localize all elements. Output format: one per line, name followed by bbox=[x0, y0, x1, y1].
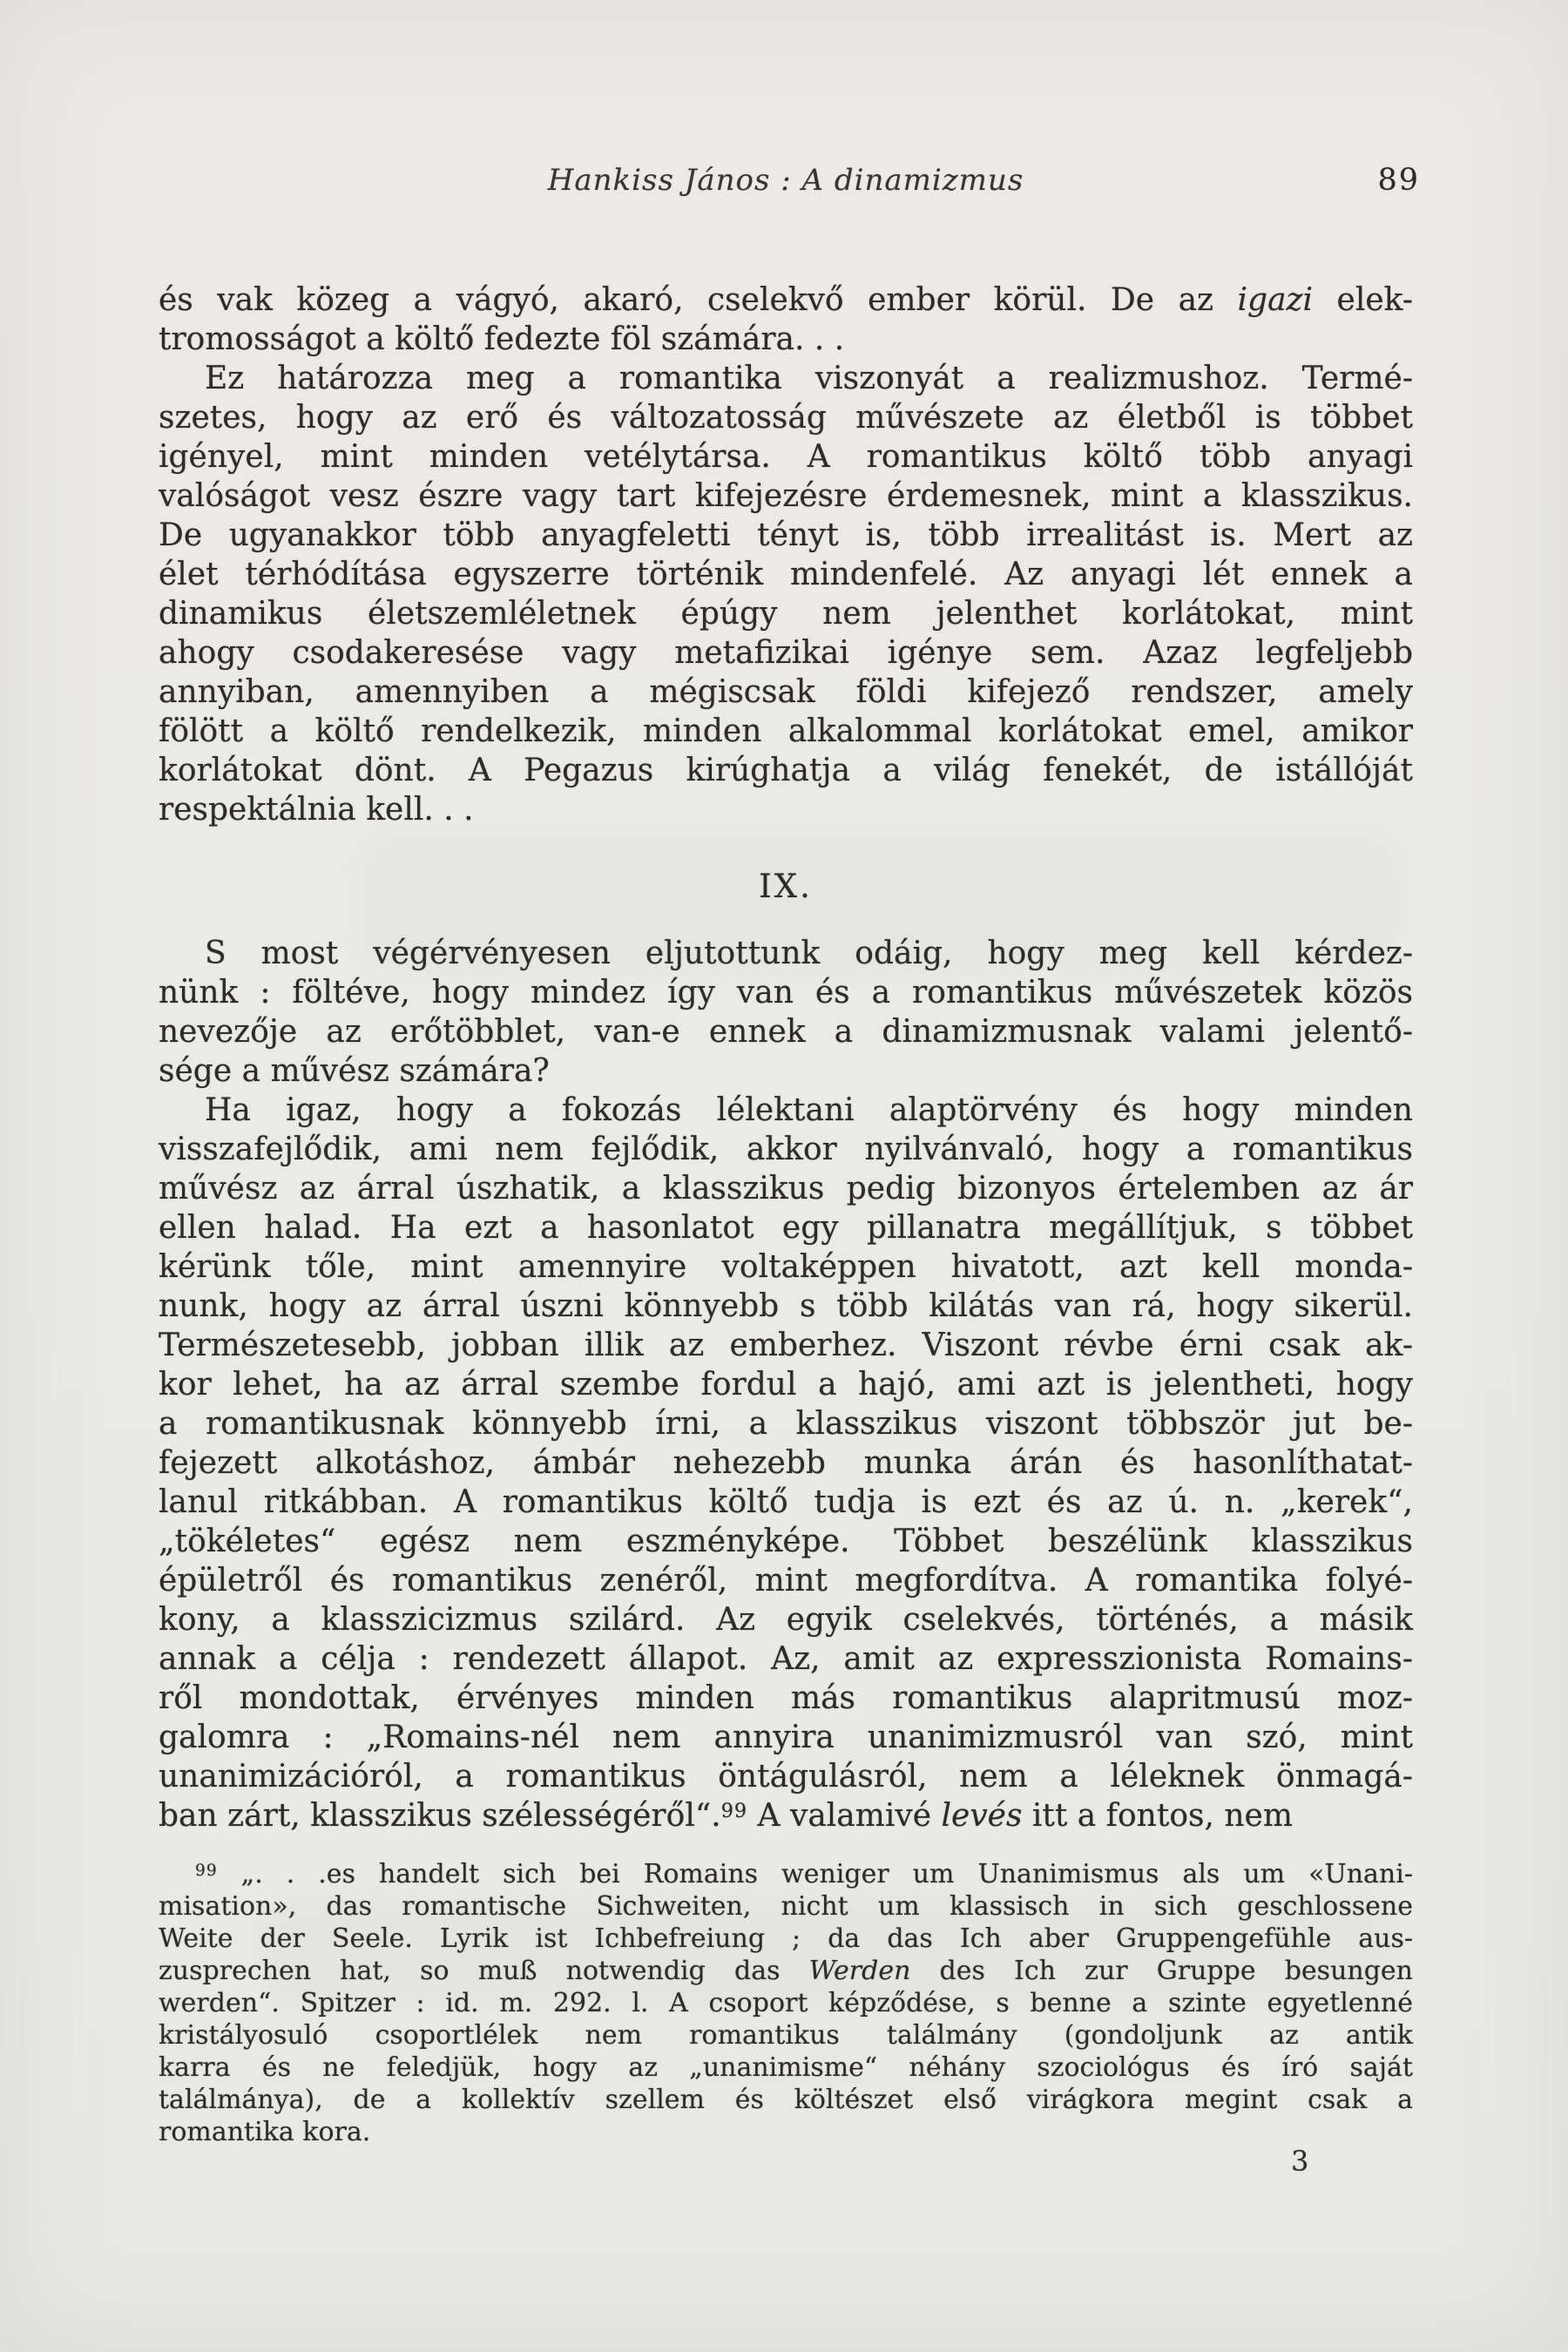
text-line: nünk : föltéve, hogy mindez így van és a romantikus művészetek közös bbox=[159, 975, 1413, 1010]
text-line: Weite der Seele. Lyrik ist Ichbefreiung ; da das Ich aber Gruppengefühle aus- bbox=[159, 1923, 1413, 1954]
text-line: annak a célja : rendezett állapot. Az, amit az expresszionista Romains- bbox=[159, 1641, 1413, 1677]
text-line: galomra : „Romains-nél nem annyira unanimizmusról van szó, mint bbox=[159, 1720, 1413, 1755]
text-line: Természetesebb, jobban illik az emberhez. Viszont révbe érni csak ak- bbox=[159, 1328, 1413, 1363]
text-line: dinamikus életszemléletnek épúgy nem jelenthet korlátokat, mint bbox=[159, 596, 1413, 632]
text-line: a romantikusnak könnyebb írni, a klasszikus viszont többször jut be- bbox=[159, 1406, 1413, 1442]
text-line: unanimizációról, a romantikus öntágulásról, nem a léleknek önmagá- bbox=[159, 1759, 1413, 1794]
text-line: fejezett alkotáshoz, ámbár nehezebb munka árán és hasonlíthatat- bbox=[159, 1445, 1413, 1481]
text-line: annyiban, amennyiben a mégiscsak földi kifejező rendszer, amely bbox=[159, 674, 1413, 710]
text-line: kérünk tőle, mint amennyire voltaképpen hivatott, azt kell monda- bbox=[159, 1249, 1413, 1285]
footnote-block bbox=[159, 1858, 1413, 2148]
text-line: zusprechen hat, so muß notwendig das Werden des Ich zur Gruppe besungen bbox=[159, 1956, 1413, 1986]
text-line: ellen halad. Ha ezt a hasonlatot egy pillanatra megállítjuk, s többet bbox=[159, 1210, 1413, 1246]
text-line: korlátokat dönt. A Pegazus kirúghatja a világ fenekét, de istállóját bbox=[159, 753, 1413, 788]
running-title: Hankiss János : A dinamizmus bbox=[547, 163, 1024, 198]
text-line: tromosságot a költő fedezte föl számára. . . bbox=[159, 321, 845, 357]
text-line: sége a művész számára? bbox=[159, 1053, 550, 1089]
text-line: Ez határozza meg a romantika viszonyát a realizmushoz. Termé- bbox=[205, 361, 1413, 396]
body-text-block-1 bbox=[159, 280, 1413, 829]
text-line: ahogy csodakeresése vagy metafizikai igénye sem. Azaz legfeljebb bbox=[159, 635, 1413, 671]
text-line: találmánya), de a kollektív szellem és költészet első virágkora megint csak a bbox=[159, 2085, 1413, 2115]
text-line: kristályosuló csoportlélek nem romantikus találmány (gondoljunk az antik bbox=[159, 2020, 1413, 2051]
running-head bbox=[159, 159, 1420, 201]
text-line: ről mondottak, érvényes minden más romantikus alapritmusú moz- bbox=[159, 1680, 1413, 1716]
section-heading: IX. bbox=[759, 868, 813, 905]
signature-mark: 3 bbox=[1291, 2145, 1309, 2178]
page-number: 89 bbox=[1377, 163, 1420, 198]
text-line: werden“. Spitzer : id. m. 292. l. A csoport képződése, s benne a szinte egyetlenné bbox=[159, 1988, 1413, 2018]
text-line: és vak közeg a vágyó, akaró, cselekvő ember körül. De az igazi elek- bbox=[159, 282, 1413, 318]
text-line: karra és ne feledjük, hogy az „unanimisme“ néhány szociológus és író saját bbox=[159, 2052, 1413, 2083]
text-line: nevezője az erőtöbblet, van-e ennek a dinamizmusnak valami jelentő- bbox=[159, 1014, 1413, 1050]
body-text-block-2 bbox=[159, 934, 1413, 1835]
text-line: S most végérvényesen eljutottunk odáig, hogy meg kell kérdez- bbox=[205, 936, 1413, 971]
text-line: respektálnia kell. . . bbox=[159, 792, 474, 828]
text-line: fölött a költő rendelkezik, minden alkalommal korlátokat emel, amikor bbox=[159, 713, 1413, 749]
text-line: ban zárt, klasszikus szélességéről“.$^{99}$ A valamivé levés itt a fontos, nem bbox=[159, 1798, 1293, 1834]
text-line: De ugyanakkor több anyagfeletti tényt is, több irrealitást is. Mert az bbox=[159, 517, 1413, 553]
text-line: lanul ritkábban. A romantikus költő tudja is ezt és az ú. n. „kerek“, bbox=[159, 1484, 1413, 1520]
text-line: szetes, hogy az erő és változatosság művészete az életből is többet bbox=[159, 400, 1413, 436]
text-line: nunk, hogy az árral úszni könnyebb s több kilátás van rá, hogy sikerül. bbox=[159, 1288, 1413, 1324]
text-line: igényel, mint minden vetélytársa. A romantikus költő több anyagi bbox=[159, 439, 1413, 475]
text-line: Ha igaz, hogy a fokozás lélektani alaptörvény és hogy minden bbox=[205, 1092, 1413, 1128]
text-line: visszafejlődik, ami nem fejlődik, akkor nyilvánvaló, hogy a romantikus bbox=[159, 1132, 1413, 1167]
text-line: művész az árral úszhatik, a klasszikus pedig bizonyos értelemben az ár bbox=[159, 1171, 1413, 1206]
text-line: élet térhódítása egyszerre történik mindenfelé. Az anyagi lét ennek a bbox=[159, 557, 1413, 592]
text-line: misation», das romantische Sichweiten, nicht um klassisch in sich geschlossene bbox=[159, 1891, 1413, 1922]
text-line: kor lehet, ha az árral szembe fordul a hajó, ami azt is jelentheti, hogy bbox=[159, 1367, 1413, 1402]
text-line: valóságot vesz észre vagy tart kifejezésre érdemesnek, mint a klasszikus. bbox=[159, 478, 1413, 514]
text-line: épületről és romantikus zenéről, mint megfordítva. A romantika folyé- bbox=[159, 1563, 1413, 1598]
text-line: kony, a klasszicizmus szilárd. Az egyik cselekvés, történés, a másik bbox=[159, 1602, 1413, 1638]
text-line: „tökéletes“ egész nem eszményképe. Többet beszélünk klasszikus bbox=[159, 1524, 1413, 1559]
text-line: romantika kora. bbox=[159, 2117, 371, 2147]
text-line: $^{99}$ „. . .es handelt sich bei Romains weniger um Unanimismus als um «Unani- bbox=[195, 1859, 1413, 1889]
